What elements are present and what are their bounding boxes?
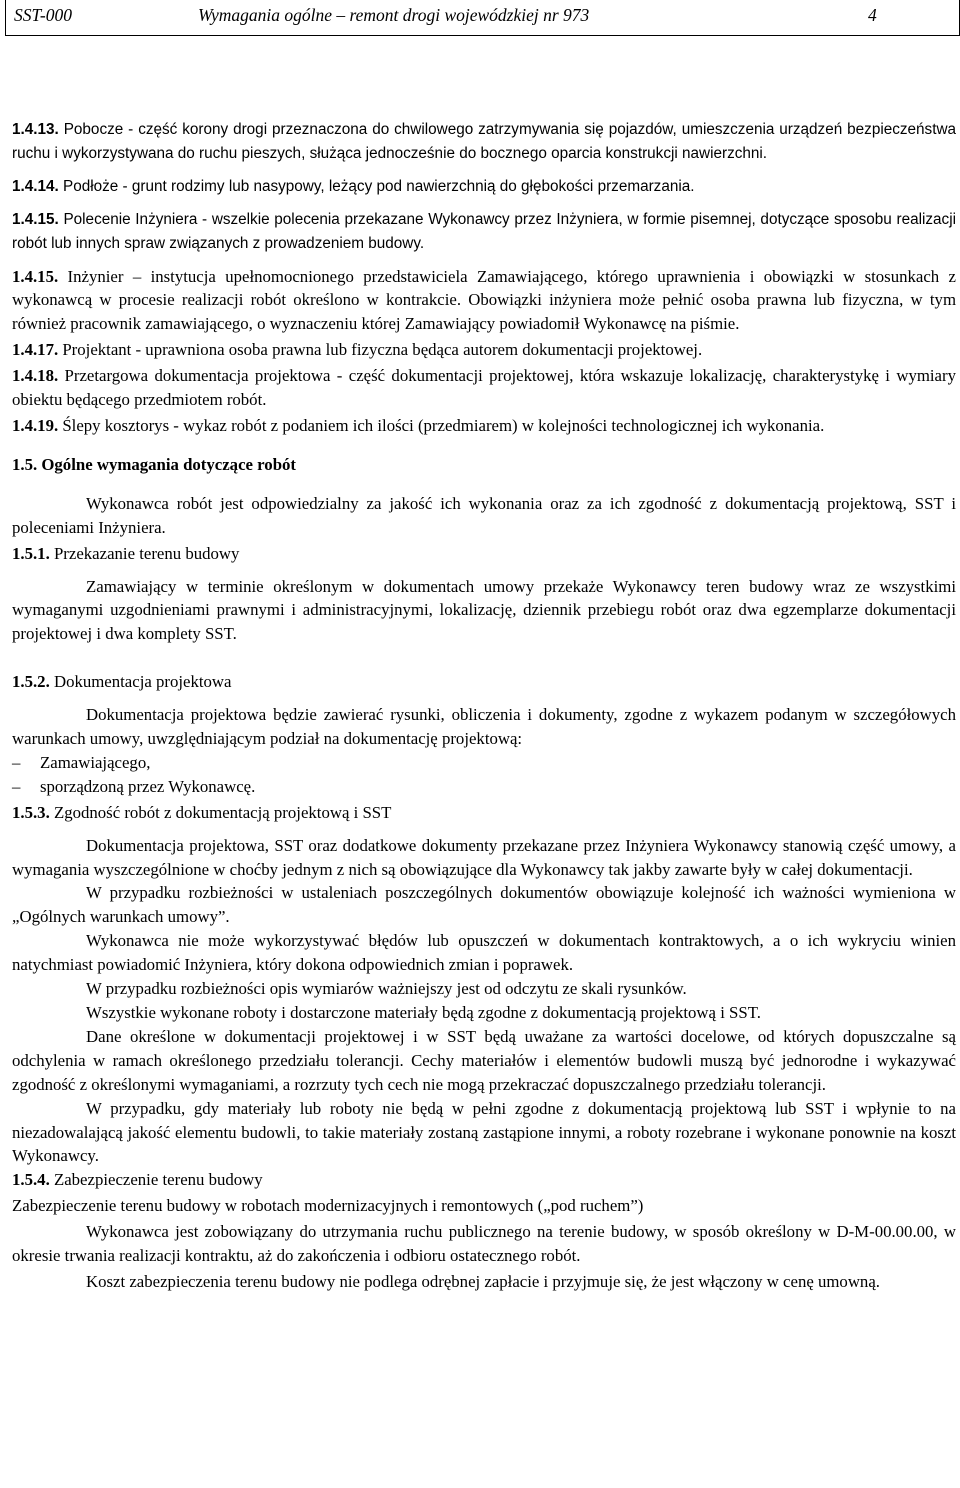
- definition-number: 1.4.15.: [12, 266, 59, 286]
- definition-number: 1.4.18.: [12, 366, 59, 386]
- section-heading-1-5-4: [12, 1168, 956, 1192]
- paragraph: Wszystkie wykonane roboty i dostarczone materiały będą zgodne z dokumentacją projektową i SST.: [86, 1003, 761, 1022]
- paragraph: Wykonawca robót jest odpowiedzialny za jakość ich wykonania oraz za ich zgodność z dokumentacją projektową, SST i poleceniami Inżyniera.: [12, 493, 956, 537]
- definition-number: 1.4.14.: [12, 177, 59, 195]
- paragraph: W przypadku rozbieżności opis wymiarów ważniejszy jest od odczytu ze skali rysunków.: [86, 979, 687, 999]
- definition-number: 1.4.17.: [12, 340, 59, 360]
- definition-polecenie: [12, 208, 956, 256]
- section-title: Przekazanie terenu budowy: [49, 543, 240, 563]
- paragraph: Dokumentacja projektowa, SST oraz dodatkowe dokumenty przekazane przez Inżyniera Wykonawcy stanowią część umowy, a wymagania wyszczególnione w choćby jednym z nich są obowiązujące dla Wykonawcy tak jakby zawarte były w całej dokumentacji.: [12, 835, 956, 879]
- document-body: [12, 118, 956, 1294]
- definition-text: Pobocze - część korony drogi przeznaczona do chwilowego zatrzymywania się pojazdów, umieszczenia urządzeń bezpieczeństwa ruchu i wykorzystywana do ruchu pieszych, służąca jednocześnie do bocznego oparcia konstrukcji nawierzchni.: [12, 121, 956, 162]
- definition-text: Inżynier – instytucja upełnomocnionego przedstawiciela Zamawiającego, którego uprawnienia i obowiązki w stosunkach z wykonawcą w procesie realizacji robót określono w kontrakcie. Obowiązki inżyniera może pełnić osoba prawna lub fizyczna, w tym również pracownik zamawiającego, o wyznaczeniu której Zamawiający powiadomił Wykonawcę na piśmie.: [12, 266, 956, 334]
- paragraph: W przypadku rozbieżności w ustaleniach poszczególnych dokumentów obowiązuje kolejność ich ważności wymieniona w „Ogólnych warunkach umowy”.: [12, 883, 956, 927]
- paragraph: Zabezpieczenie terenu budowy w robotach modernizacyjnych i remontowych („pod ruchem”): [12, 1196, 644, 1216]
- paragraph: Dokumentacja projektowa będzie zawierać rysunki, obliczenia i dokumenty, zgodne z wykazem podanym w szczegółowych warunkach umowy, uwzględniającym podział na dokumentację projektową:: [12, 705, 956, 749]
- definition-number: 1.4.15.: [12, 210, 59, 228]
- document-title: Wymagania ogólne – remont drogi wojewódzkiej nr 973: [198, 5, 590, 25]
- definition-slepy-kosztorys: [12, 414, 956, 438]
- definition-number: 1.4.19.: [12, 415, 59, 435]
- paragraph: Koszt zabezpieczenia terenu budowy nie podlega odrębnej zapłacie i przyjmuje się, że jest włączony w cenę umowną.: [86, 1271, 880, 1291]
- section-heading-1-5-3: [12, 801, 956, 825]
- section-number: 1.5.3.: [12, 802, 50, 822]
- definition-text: Projektant - uprawniona osoba prawna lub fizyczna będąca autorem dokumentacji projektowej.: [58, 340, 703, 360]
- paragraph: Zamawiający w terminie określonym w dokumentach umowy przekaże Wykonawcy teren budowy wraz ze wszystkimi wymaganymi uzgodnieniami prawnymi i administracyjnymi, lokalizację, dziennik przebiegu robót oraz dwa egzemplarze dokumentacji projektowej i dwa komplety SST.: [12, 576, 956, 644]
- section-heading-1-5-2: [12, 670, 956, 694]
- paragraph: Dane określone w dokumentacji projektowej i w SST będą uważane za wartości docelowe, od których dopuszczalne są odchylenia w ramach określonego przedziału tolerancji. Cechy materiałów i elementów budowli muszą być jednorodne i wykazywać zgodność z określonymi wymaganiami, a rozrzuty tych cech nie mogą przekraczać dopuszczalnego przedziału tolerancji.: [12, 1026, 956, 1094]
- page-header: [5, 0, 960, 36]
- section-heading-1-5-1: [12, 542, 956, 566]
- section-number: 1.5.2.: [12, 672, 50, 692]
- paragraph: Wykonawca jest zobowiązany do utrzymania ruchu publicznego na terenie budowy, w sposób określony w D-M-00.00.00, w okresie trwania realizacji kontraktu, aż do zakończenia i odbioru ostatecznego robót.: [12, 1222, 956, 1266]
- list-item: – Zamawiającego,: [12, 751, 956, 775]
- definition-text: Podłoże - grunt rodzimy lub nasypowy, leżący pod nawierzchnią do głębokości przemarzania.: [58, 177, 695, 195]
- section-number: 1.5.: [12, 454, 38, 474]
- definition-podloze: [12, 175, 956, 199]
- document-code: SST-000: [14, 5, 73, 25]
- definition-number: 1.4.13.: [12, 121, 59, 138]
- section-title: Zgodność robót z dokumentacją projektową i SST: [49, 802, 392, 822]
- list-item: – sporządzoną przez Wykonawcę.: [12, 775, 956, 799]
- section-number: 1.5.4.: [12, 1170, 50, 1190]
- paragraph: Wykonawca nie może wykorzystywać błędów lub opuszczeń w dokumentach kontraktowych, a o ich wykryciu winien natychmiast powiadomić Inżyniera, który dokona odpowiednich zmian i poprawek.: [12, 931, 956, 975]
- section-number: 1.5.1.: [12, 543, 50, 563]
- section-title: Ogólne wymagania dotyczące robót: [37, 454, 297, 474]
- page-number: 4: [868, 5, 877, 25]
- definition-projektant: [12, 338, 956, 362]
- definition-text: Polecenie Inżyniera - wszelkie polecenia przekazane Wykonawcy przez Inżyniera, w formie pisemnej, dotyczące sposobu realizacji robót lub innych spraw związanych z prowadzeniem budowy.: [12, 210, 956, 252]
- definition-pobocze: [12, 118, 956, 166]
- section-title: Dokumentacja projektowa: [49, 672, 232, 692]
- section-title: Zabezpieczenie terenu budowy: [49, 1170, 263, 1190]
- definition-text: Ślepy kosztorys - wykaz robót z podaniem ich ilości (przedmiarem) w kolejności technologicznej ich wykonania.: [58, 415, 825, 435]
- paragraph: W przypadku, gdy materiały lub roboty nie będą w pełni zgodne z dokumentacją projektową lub SST i wpłynie to na niezadowalającą jakość elementu budowli, to takie materiały zostaną zastąpione innymi, a roboty rozebrane i wykonane ponownie na koszt Wykonawcy.: [12, 1098, 956, 1166]
- definition-inzynier: [12, 265, 956, 337]
- section-heading-1-5: [12, 453, 956, 477]
- definition-text: Przetargowa dokumentacja projektowa - część dokumentacji projektowej, która wskazuje lokalizację, charakterystykę i wymiary obiektu będącego przedmiotem robót.: [12, 366, 956, 410]
- definition-przetargowa: [12, 364, 956, 412]
